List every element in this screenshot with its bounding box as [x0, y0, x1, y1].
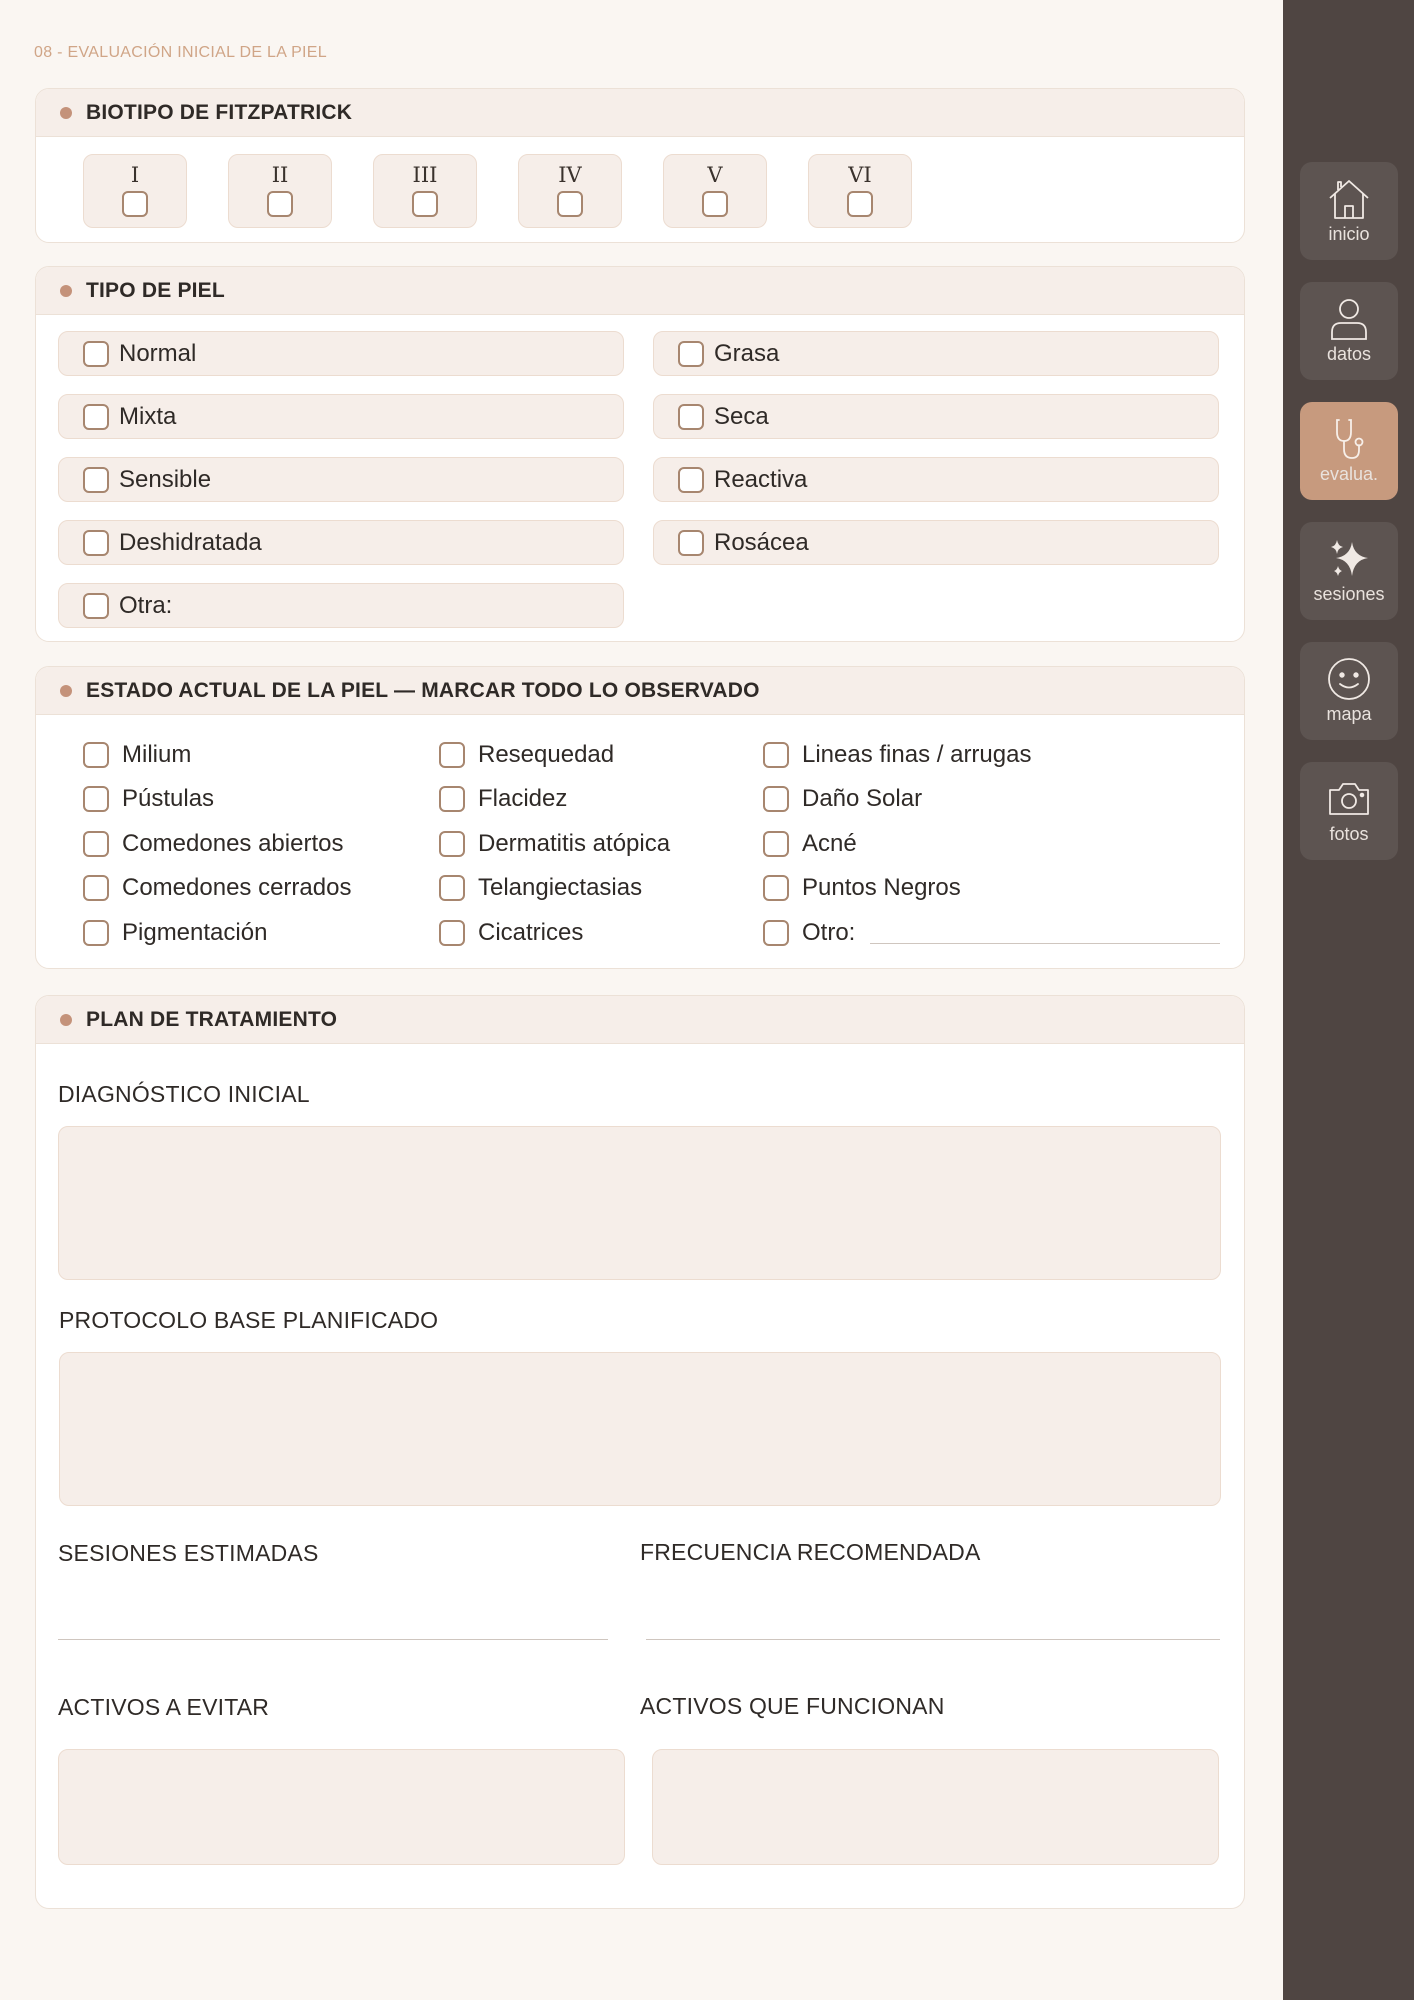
option-label: Seca [714, 402, 769, 430]
checkbox[interactable] [83, 786, 109, 812]
sidebar-item-evalua[interactable] [1300, 402, 1398, 500]
checkbox[interactable] [678, 404, 704, 430]
option-label: Grasa [714, 339, 780, 367]
otro-input-line[interactable] [870, 943, 1220, 944]
skin-type-normal[interactable] [58, 331, 624, 376]
skin-type-grasa[interactable] [653, 331, 1219, 376]
checkbox[interactable] [439, 920, 465, 946]
sparkles-icon [1326, 536, 1372, 582]
sidebar-item-datos[interactable] [1300, 282, 1398, 380]
fitzpatrick-option-4[interactable] [518, 154, 622, 228]
frecuencia-input-line[interactable] [646, 1639, 1220, 1640]
current-state-card [35, 666, 1245, 969]
option-label: Acné [802, 830, 857, 857]
fitzpatrick-option-1[interactable] [83, 154, 187, 228]
option-label: Flacidez [478, 785, 568, 812]
current-state-header [36, 667, 1244, 715]
skin-type-rosacea[interactable] [653, 520, 1219, 565]
fitzpatrick-option-6[interactable] [808, 154, 912, 228]
fitzpatrick-numeral: V [707, 163, 723, 187]
checkbox[interactable] [557, 191, 583, 217]
fitzpatrick-card [35, 88, 1245, 243]
state-cicatrices[interactable] [439, 919, 583, 947]
state-flacidez[interactable] [439, 785, 567, 813]
option-label: Normal [119, 339, 197, 367]
sidebar-item-label: evalua. [1319, 464, 1379, 484]
sidebar-item-sesiones[interactable] [1300, 522, 1398, 620]
treatment-plan-header [36, 996, 1244, 1044]
activos-evitar-label: ACTIVOS A EVITAR [58, 1694, 270, 1720]
skin-type-otra[interactable] [58, 583, 624, 628]
sesiones-input-line[interactable] [58, 1639, 608, 1640]
sidebar-item-mapa[interactable] [1300, 642, 1398, 740]
state-lineas-finas[interactable] [763, 741, 1031, 769]
option-label: Cicatrices [478, 919, 584, 946]
sesiones-label: SESIONES ESTIMADAS [58, 1540, 319, 1566]
sidebar-item-label: fotos [1329, 824, 1369, 844]
checkbox[interactable] [763, 742, 789, 768]
skin-type-title: TIPO DE PIEL [86, 278, 225, 302]
bullet-dot [60, 285, 72, 297]
option-label: Comedones abiertos [122, 830, 344, 857]
checkbox[interactable] [439, 875, 465, 901]
diagnostico-textarea[interactable] [58, 1126, 1221, 1280]
state-acne[interactable] [763, 830, 857, 858]
skin-type-deshidratada[interactable] [58, 520, 624, 565]
checkbox[interactable] [83, 530, 109, 556]
sidebar [1283, 0, 1414, 2000]
sidebar-item-label: mapa [1326, 704, 1372, 724]
state-pigmentacion[interactable] [83, 919, 267, 947]
frecuencia-label: FRECUENCIA RECOMENDADA [640, 1539, 981, 1565]
activos-evitar-textarea[interactable] [58, 1749, 625, 1865]
activos-funcionan-label: ACTIVOS QUE FUNCIONAN [640, 1693, 945, 1719]
checkbox[interactable] [678, 467, 704, 493]
checkbox[interactable] [763, 831, 789, 857]
smiley-icon [1326, 656, 1372, 702]
sidebar-item-label: sesiones [1313, 584, 1385, 604]
option-label: Pigmentación [122, 919, 268, 946]
protocolo-label: PROTOCOLO BASE PLANIFICADO [59, 1307, 439, 1333]
option-label: Sensible [119, 465, 212, 493]
skin-type-reactiva[interactable] [653, 457, 1219, 502]
checkbox[interactable] [439, 786, 465, 812]
treatment-plan-title: PLAN DE TRATAMIENTO [86, 1007, 338, 1031]
state-telangiectasias[interactable] [439, 874, 642, 902]
fitzpatrick-numeral: VI [848, 163, 872, 187]
stethoscope-icon [1326, 416, 1372, 462]
option-label: Deshidratada [119, 528, 262, 556]
current-state-title: ESTADO ACTUAL DE LA PIEL — MARCAR TODO LO OBSERVADO [86, 678, 760, 702]
user-icon [1326, 296, 1372, 342]
checkbox[interactable] [763, 875, 789, 901]
bullet-dot [60, 685, 72, 697]
state-puntos-negros[interactable] [763, 874, 961, 902]
state-comedones-cerrados[interactable] [83, 874, 351, 902]
fitzpatrick-title: BIOTIPO DE FITZPATRICK [86, 100, 353, 124]
option-label: Puntos Negros [802, 874, 961, 901]
option-label: Telangiectasias [478, 874, 643, 901]
checkbox[interactable] [702, 191, 728, 217]
option-label: Milium [122, 741, 192, 768]
sidebar-item-inicio[interactable] [1300, 162, 1398, 260]
checkbox[interactable] [412, 191, 438, 217]
checkbox[interactable] [83, 831, 109, 857]
state-comedones-abiertos[interactable] [83, 830, 343, 858]
option-label: Lineas finas / arrugas [802, 741, 1032, 768]
skin-type-seca[interactable] [653, 394, 1219, 439]
fitzpatrick-option-2[interactable] [228, 154, 332, 228]
checkbox[interactable] [83, 875, 109, 901]
option-label: Resequedad [478, 741, 615, 768]
fitzpatrick-numeral: III [412, 163, 438, 187]
home-icon [1326, 176, 1372, 222]
state-resequedad[interactable] [439, 741, 614, 769]
state-dermatitis[interactable] [439, 830, 670, 858]
option-label: Dermatitis atópica [478, 830, 671, 857]
protocolo-textarea[interactable] [59, 1352, 1221, 1506]
option-label: Otra: [119, 591, 173, 619]
fitzpatrick-header [36, 89, 1244, 137]
sidebar-item-label: datos [1326, 344, 1372, 364]
checkbox[interactable] [83, 404, 109, 430]
checkbox[interactable] [763, 786, 789, 812]
sidebar-item-fotos[interactable] [1300, 762, 1398, 860]
option-label: Daño Solar [802, 785, 923, 812]
diagnostico-label: DIAGNÓSTICO INICIAL [58, 1081, 310, 1107]
checkbox[interactable] [83, 467, 109, 493]
checkbox[interactable] [83, 920, 109, 946]
camera-icon [1326, 776, 1372, 822]
page-label: 08 - EVALUACIÓN INICIAL DE LA PIEL [34, 44, 327, 61]
option-label: Pústulas [122, 785, 215, 812]
checkbox[interactable] [439, 742, 465, 768]
checkbox[interactable] [122, 191, 148, 217]
state-milium[interactable] [83, 741, 191, 769]
option-label: Mixta [119, 402, 177, 430]
option-label: Otro: [802, 919, 856, 946]
checkbox[interactable] [83, 742, 109, 768]
option-label: Comedones cerrados [122, 874, 352, 901]
checkbox[interactable] [83, 341, 109, 367]
bullet-dot [60, 1014, 72, 1026]
fitzpatrick-option-3[interactable] [373, 154, 477, 228]
treatment-plan-card [35, 995, 1245, 1909]
skin-type-sensible[interactable] [58, 457, 624, 502]
state-dano-solar[interactable] [763, 785, 922, 813]
state-otro[interactable] [763, 919, 855, 947]
skin-type-header [36, 267, 1244, 315]
bullet-dot [60, 107, 72, 119]
option-label: Reactiva [714, 465, 808, 493]
state-pustulas[interactable] [83, 785, 214, 813]
fitzpatrick-numeral: IV [558, 163, 582, 187]
option-label: Rosácea [714, 528, 809, 556]
checkbox[interactable] [847, 191, 873, 217]
sidebar-item-label: inicio [1328, 224, 1370, 244]
checkbox[interactable] [678, 530, 704, 556]
checkbox[interactable] [763, 920, 789, 946]
skin-type-mixta[interactable] [58, 394, 624, 439]
skin-type-card [35, 266, 1245, 642]
fitzpatrick-numeral: II [271, 163, 289, 187]
fitzpatrick-option-5[interactable] [663, 154, 767, 228]
checkbox[interactable] [678, 341, 704, 367]
checkbox[interactable] [439, 831, 465, 857]
fitzpatrick-numeral: I [130, 163, 140, 187]
checkbox[interactable] [83, 593, 109, 619]
checkbox[interactable] [267, 191, 293, 217]
activos-funcionan-textarea[interactable] [652, 1749, 1219, 1865]
